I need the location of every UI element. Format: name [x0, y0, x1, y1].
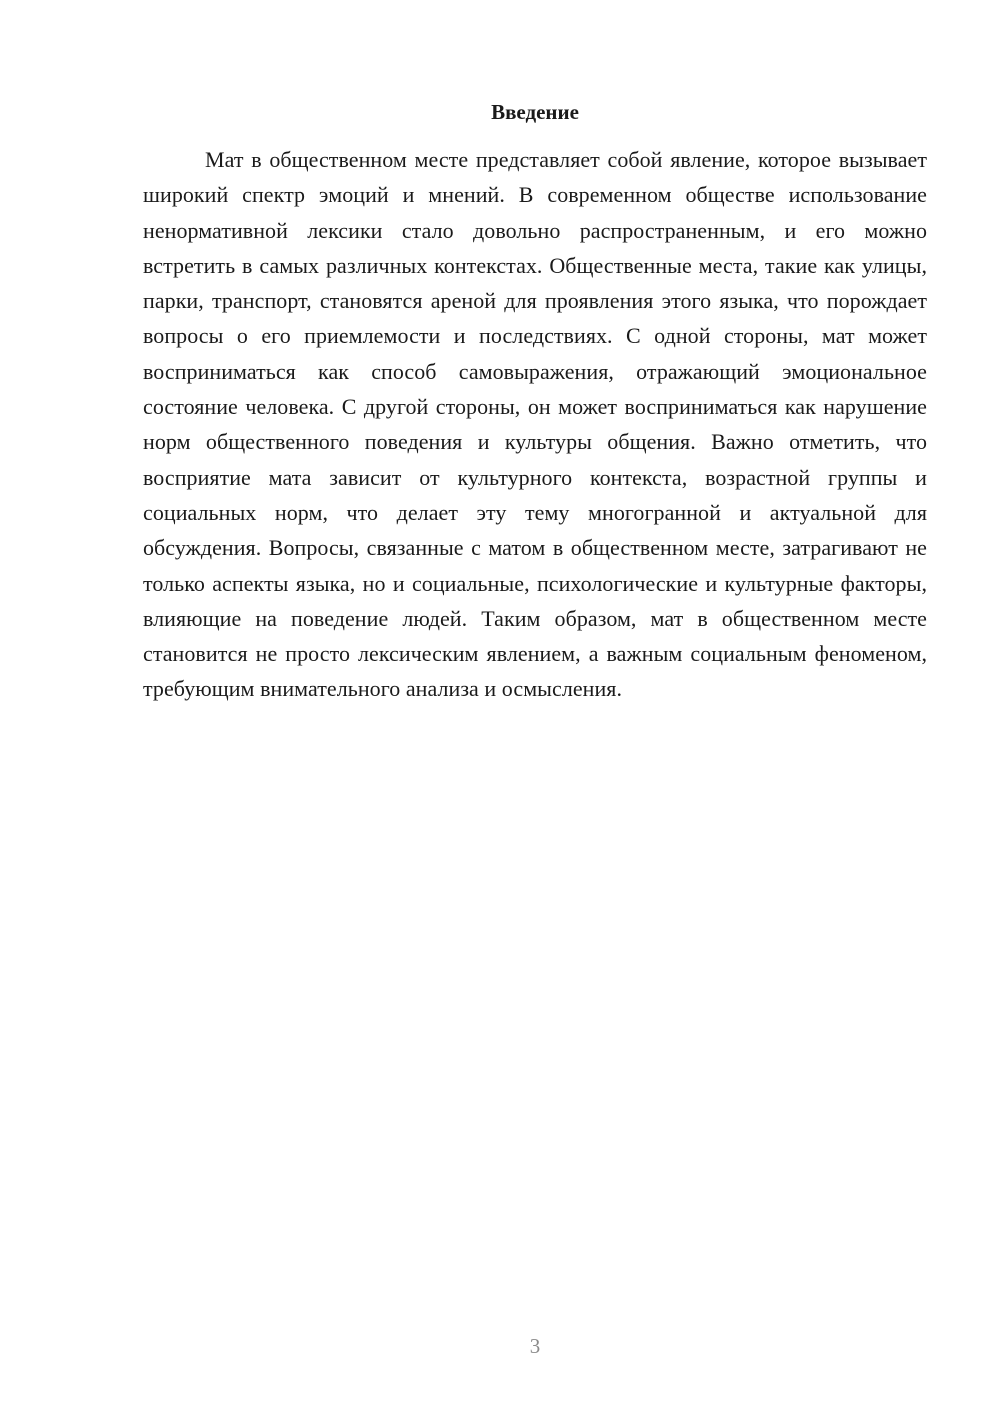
page-number: 3 [529, 1334, 541, 1358]
section-heading: Введение [491, 100, 579, 124]
body-paragraph: Мат в общественном месте представляет собой явление, которое вызывает широкий спектр эмоций и мнений. В современном обществе использование ненормативной лексики стало довольно распространенным, и его можно встретить в самых различных контекстах. Общественные места, такие как улицы, парки, транспорт, становятся ареной для проявления этого языка, что порождает вопросы о его приемлемости и последствиях. С одной стороны, мат может восприниматься как способ самовыражения, отражающий эмоциональное состояние человека. С другой стороны, он может восприниматься как нарушение норм общественного поведения и культуры общения. Важно отметить, что восприятие мата зависит от культурного контекста, возрастной группы и социальных норм, что делает эту тему многогранной и актуальной для обсуждения. Вопросы, связанные с матом в общественном месте, затрагивают не только аспекты языка, но и социальные, психологические и культурные факторы, влияющие на поведение людей. Таким образом, мат в общественном месте становится не просто лексическим явлением, а важным социальным феноменом, требующим внимательного анализа и осмысления. [143, 147, 927, 702]
